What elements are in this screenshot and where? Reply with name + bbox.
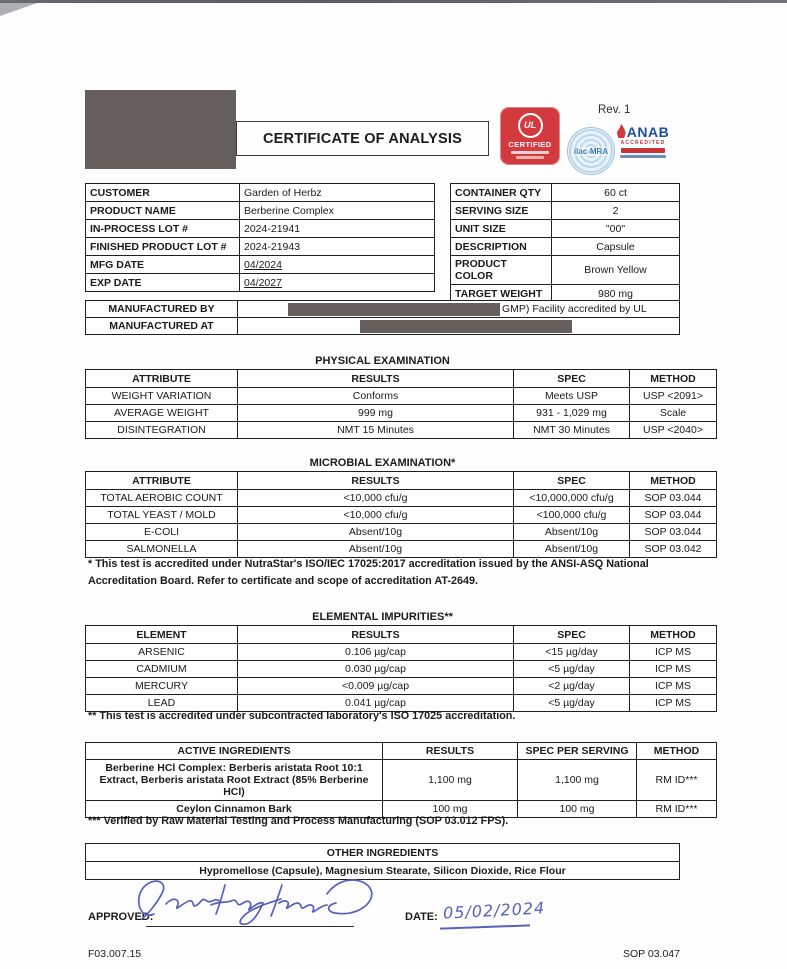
table-row — [86, 220, 435, 238]
handwritten-date: 05/02/2024 — [442, 898, 546, 923]
ul-monogram: UL — [524, 120, 536, 131]
table-row — [451, 256, 680, 285]
table-row — [86, 405, 717, 422]
cell-results: 100 mg — [383, 801, 518, 818]
cell-element: CADMIUM — [86, 661, 238, 678]
redacted-manufacturer-name — [288, 303, 500, 316]
physical-examination-title: PHYSICAL EXAMINATION — [315, 355, 450, 367]
field-label: EXP DATE — [86, 274, 240, 292]
column-header: SPEC — [514, 370, 630, 388]
table-row — [86, 661, 717, 678]
cell-results: 0.106 µg/cap — [238, 644, 514, 661]
table-row — [86, 507, 717, 524]
table-row — [86, 274, 435, 292]
cell-results: 0.041 µg/cap — [238, 695, 514, 712]
page-title: CERTIFICATE OF ANALYSIS — [262, 130, 463, 147]
field-label: UNIT SIZE — [451, 220, 552, 238]
cell-method: Scale — [630, 405, 717, 422]
table-row — [451, 184, 680, 202]
table-header-row — [86, 626, 717, 644]
active-ingredients-table — [85, 742, 717, 818]
column-header: METHOD — [637, 743, 717, 760]
field-label: MANUFACTURED BY — [86, 301, 238, 318]
cell-spec: Meets USP — [514, 388, 630, 405]
cell-method: SOP 03.044 — [630, 490, 717, 507]
field-value: "00" — [552, 220, 680, 238]
active-footnote: *** Verified by Raw Material Testing and Process Manufacturing (SOP 03.012 FPS). — [88, 815, 509, 827]
column-header: METHOD — [630, 626, 717, 644]
product-info-table-left — [85, 183, 435, 292]
product-info-table-right — [450, 183, 680, 303]
column-header: SPEC PER SERVING — [518, 743, 637, 760]
anab-name: ANAB — [626, 124, 670, 140]
cell-method: RM ID*** — [637, 801, 717, 818]
table-row — [86, 422, 717, 439]
field-label: CUSTOMER — [86, 184, 240, 202]
cell-attribute: E-COLI — [86, 524, 238, 541]
field-value: 2 — [552, 202, 680, 220]
microbial-examination-title: MICROBIAL EXAMINATION* — [309, 457, 456, 469]
table-header-row — [86, 743, 717, 760]
table-row — [451, 220, 680, 238]
field-value: 980 mg — [552, 285, 680, 303]
cell-method: USP <2040> — [630, 422, 717, 439]
cell-results: NMT 15 Minutes — [238, 422, 514, 439]
cell-spec: <10,000,000 cfu/g — [514, 490, 630, 507]
cell-results: <10,000 cfu/g — [238, 507, 514, 524]
table-row — [86, 238, 435, 256]
cell-method: ICP MS — [630, 644, 717, 661]
anab-flame-icon — [617, 124, 626, 138]
cell-results: Absent/10g — [238, 541, 514, 558]
table-row — [86, 301, 680, 318]
revision-label: Rev. 1 — [598, 104, 631, 116]
cell-spec: 100 mg — [518, 801, 637, 818]
manufactured-by-suffix: GMP) Facility accredited by UL — [502, 303, 647, 315]
column-header: RESULTS — [383, 743, 518, 760]
ilac-mra-seal — [567, 127, 615, 175]
cell-results: <10,000 cfu/g — [238, 490, 514, 507]
cell-spec: <5 µg/day — [514, 661, 630, 678]
cell-results: 1,100 mg — [383, 760, 518, 801]
field-value: 2024-21943 — [240, 238, 435, 256]
table-row — [86, 644, 717, 661]
column-header: ATTRIBUTE — [86, 370, 238, 388]
column-header: SPEC — [514, 626, 630, 644]
table-row — [86, 490, 717, 507]
cell-spec: <2 µg/day — [514, 678, 630, 695]
elemental-footnote: ** This test is accredited under subcontracted laboratory's ISO 17025 accreditation. — [88, 710, 516, 722]
anab-accredited-label: ACCREDITED — [620, 140, 666, 146]
table-row — [86, 678, 717, 695]
elemental-impurities-title: ELEMENTAL IMPURITIES** — [312, 611, 453, 623]
column-header: RESULTS — [238, 626, 514, 644]
field-label: IN-PROCESS LOT # — [86, 220, 240, 238]
table-row — [86, 524, 717, 541]
column-header: ACTIVE INGREDIENTS — [86, 743, 383, 760]
field-label: MFG DATE — [86, 256, 240, 274]
field-value: 04/2027 — [240, 274, 435, 292]
field-label: TARGET WEIGHT — [451, 285, 552, 303]
cell-method: RM ID*** — [637, 760, 717, 801]
field-label: CONTAINER QTY — [451, 184, 552, 202]
physical-examination-table — [85, 369, 717, 439]
table-row — [451, 202, 680, 220]
table-row — [86, 318, 680, 335]
cell-spec: <5 µg/day — [514, 695, 630, 712]
manufactured-by-value — [238, 301, 680, 318]
cell-ingredient: Berberine HCl Complex: Berberis aristata Root 10:1 Extract, Berberis aristata Root Extract (85% Berberine HCl) — [86, 760, 383, 801]
cell-results: <0.009 µg/cap — [238, 678, 514, 695]
cell-ingredient: Ceylon Cinnamon Bark — [86, 801, 383, 818]
cell-element: MERCURY — [86, 678, 238, 695]
other-ingredients-value: Hypromellose (Capsule), Magnesium Stearate, Silicon Dioxide, Rice Flour — [86, 862, 680, 880]
scan-edge-artifact — [0, 0, 787, 3]
field-label: SERVING SIZE — [451, 202, 552, 220]
table-row — [86, 760, 717, 801]
cell-method: ICP MS — [630, 695, 717, 712]
column-header: METHOD — [630, 472, 717, 490]
field-label: MANUFACTURED AT — [86, 318, 238, 335]
approval-signature — [130, 872, 380, 935]
ilac-mra-label: ilac-MRA — [573, 146, 609, 156]
field-value: 60 ct — [552, 184, 680, 202]
field-value: Brown Yellow — [552, 256, 680, 285]
cell-method: SOP 03.042 — [630, 541, 717, 558]
anab-accredited-logo — [615, 124, 671, 176]
anab-red-bar — [621, 148, 665, 153]
column-header: SPEC — [514, 472, 630, 490]
column-header: ELEMENT — [86, 626, 238, 644]
field-label: FINISHED PRODUCT LOT # — [86, 238, 240, 256]
scan-corner-artifact — [0, 0, 46, 16]
date-label: DATE: — [405, 911, 438, 923]
ul-certified-label: CERTIFIED — [508, 140, 552, 150]
table-row — [86, 202, 435, 220]
cell-results: 999 mg — [238, 405, 514, 422]
cell-spec: Absent/10g — [514, 524, 630, 541]
cell-attribute: AVERAGE WEIGHT — [86, 405, 238, 422]
table-header-row — [86, 844, 680, 862]
date-underline — [440, 924, 530, 929]
column-header: METHOD — [630, 370, 717, 388]
elemental-impurities-table — [85, 625, 717, 712]
ul-certified-badge — [500, 107, 560, 165]
table-row — [86, 184, 435, 202]
cell-spec: Absent/10g — [514, 541, 630, 558]
cell-spec: 1,100 mg — [518, 760, 637, 801]
cell-attribute: TOTAL AEROBIC COUNT — [86, 490, 238, 507]
table-row — [86, 388, 717, 405]
cell-method: ICP MS — [630, 661, 717, 678]
document-title-box — [236, 121, 489, 156]
table-header-row — [86, 370, 717, 388]
cell-attribute: TOTAL YEAST / MOLD — [86, 507, 238, 524]
field-label: PRODUCT COLOR — [451, 256, 552, 285]
cell-spec: NMT 30 Minutes — [514, 422, 630, 439]
approved-label: APPROVED: — [88, 911, 154, 923]
field-value: 04/2024 — [240, 256, 435, 274]
microbial-examination-table — [85, 471, 717, 558]
cell-element: LEAD — [86, 695, 238, 712]
microbial-footnote: * This test is accredited under NutraStar's ISO/IEC 17025:2017 accreditation issued by the ANSI-ASQ National Accreditation Board. Refer to certificate and scope of accreditation AT-2649. — [88, 558, 649, 587]
ul-fine-print-line — [516, 156, 544, 159]
redacted-manufacturer-address — [360, 320, 572, 333]
column-header: RESULTS — [238, 472, 514, 490]
manufactured-table — [85, 300, 680, 335]
sop-number: SOP 03.047 — [622, 948, 680, 960]
form-number: F03.007.15 — [88, 948, 142, 960]
table-header-row — [86, 472, 717, 490]
redacted-company-logo — [85, 90, 236, 169]
cell-spec: <15 µg/day — [514, 644, 630, 661]
other-ingredients-title: OTHER INGREDIENTS — [86, 844, 680, 862]
ul-fine-print-line — [511, 151, 549, 154]
field-value: Garden of Herbz — [240, 184, 435, 202]
cell-method: USP <2091> — [630, 388, 717, 405]
column-header: ATTRIBUTE — [86, 472, 238, 490]
manufactured-at-value — [238, 318, 680, 335]
cell-spec: 931 - 1,029 mg — [514, 405, 630, 422]
cell-method: SOP 03.044 — [630, 507, 717, 524]
table-row — [86, 541, 717, 558]
cell-attribute: WEIGHT VARIATION — [86, 388, 238, 405]
field-label: PRODUCT NAME — [86, 202, 240, 220]
cell-element: ARSENIC — [86, 644, 238, 661]
table-row — [86, 256, 435, 274]
column-header: RESULTS — [238, 370, 514, 388]
field-label: DESCRIPTION — [451, 238, 552, 256]
cell-method: ICP MS — [630, 678, 717, 695]
anab-fine-print-line — [620, 155, 666, 158]
ul-logo-icon — [518, 113, 543, 138]
field-value: Berberine Complex — [240, 202, 435, 220]
cell-method: SOP 03.044 — [630, 524, 717, 541]
cell-spec: <100,000 cfu/g — [514, 507, 630, 524]
field-value: 2024-21941 — [240, 220, 435, 238]
cell-attribute: DISINTEGRATION — [86, 422, 238, 439]
field-value: Capsule — [552, 238, 680, 256]
cell-results: Conforms — [238, 388, 514, 405]
cell-results: 0.030 µg/cap — [238, 661, 514, 678]
table-row — [451, 238, 680, 256]
cell-attribute: SALMONELLA — [86, 541, 238, 558]
cell-results: Absent/10g — [238, 524, 514, 541]
